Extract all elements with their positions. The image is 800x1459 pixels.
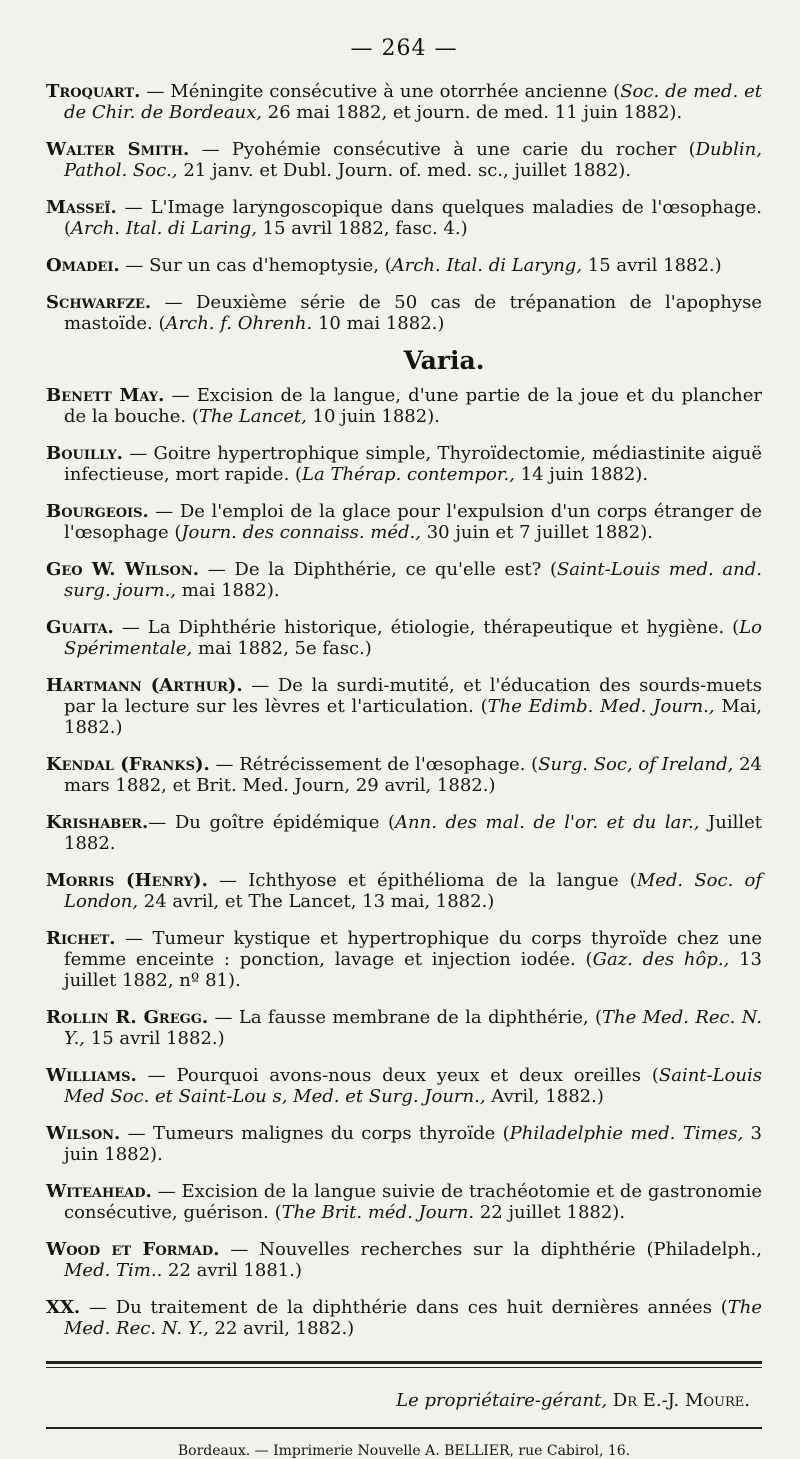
entry-author: Morris (Henry). [46,870,208,891]
bibliography-list [46,81,762,1339]
entry-text: Excision de la langue, d'une partie de la joue et du plancher de la bouche. ( [64,385,762,427]
entry-citation: Arch. Ital. di Laryng, [391,255,583,276]
entry-rest: 22 avril, 1882.) [208,1318,355,1339]
entry-citation: Soc. de med. et de Chir. de Bordeaux, [64,81,762,123]
single-rule [46,1427,762,1429]
entry-separator: — [151,292,196,313]
entry-citation: Arch. f. Ohrenh. [165,313,313,334]
entry-rest: 3 juin 1882). [64,1123,762,1165]
entry-citation: Med. Tim.. [64,1260,163,1281]
entry-author: XX. [46,1297,81,1318]
bibliography-entry [46,1123,762,1165]
entry-rest: 13 juillet 1882, nº 81). [64,949,762,991]
bibliography-entry [46,928,762,991]
entry-citation: La Thérap. contempor., [302,464,515,485]
entry-citation: Med. Soc. of London, [64,870,762,912]
entry-author: Schwarfze. [46,292,152,313]
bibliography-entry [46,675,762,738]
entry-separator: — [189,139,232,160]
bibliography-entry [46,1239,762,1281]
entry-text: Pourquoi avons-nous deux yeux et deux oreilles ( [176,1065,659,1086]
entry-citation: The Brit. méd. Journ. [281,1202,475,1223]
entry-separator: — [209,754,240,775]
entry-citation: The Med. Rec. N. Y., [64,1007,763,1049]
entry-citation: Arch. Ital. di Laring, [71,218,257,239]
entry-text: Goitre hypertrophique simple, Thyroïdectomie, médiastinite aiguë infectieuse, mort rapide. ( [64,443,762,485]
entry-text: Rétrécissement de l'œsophage. ( [239,754,539,775]
entry-text: Tumeurs malignes du corps thyroïde ( [153,1123,510,1144]
bibliography-entry [46,870,762,912]
entry-text: La fausse membrane de la diphthérie, ( [238,1007,603,1028]
entries-list-b [46,385,762,1339]
entry-separator: — [120,1123,154,1144]
entry-text: L'Image laryngoscopique dans quelques maladies de l'œsophage. ( [64,197,762,239]
bibliography-entry [46,1065,762,1107]
entry-text: De la Diphthérie, ce qu'elle est? ( [234,559,557,580]
entry-separator: — [148,812,175,833]
entry-rest: 26 mai 1882, et journ. de med. 11 juin 1882). [262,102,683,123]
entry-text: Ichthyose et épithélioma de la langue ( [248,870,637,891]
entry-rest: 22 juillet 1882). [474,1202,626,1223]
signature-role: Le propriétaire-gérant, [396,1390,608,1411]
bibliography-entry [46,812,762,854]
bibliography-entry [46,1297,762,1339]
entry-author: Witeahead. [46,1181,152,1202]
entry-author: Troquart. [46,81,141,102]
entry-separator: — [199,559,235,580]
entry-separator: — [122,443,154,464]
entries-list-a [46,81,762,334]
entry-citation: Surg. Soc, of Ireland, [538,754,734,775]
entry-rest: Juillet 1882. [64,812,762,854]
signature-name: Dr E.-J. Moure. [607,1390,750,1411]
entry-rest: 10 mai 1882.) [312,313,445,334]
entry-separator: — [140,81,171,102]
entry-separator: — [119,255,150,276]
entry-text: Pyohémie consécutive à une carie du rocher ( [231,139,696,160]
page-number: — 264 — [350,36,458,61]
entry-text: Deuxième série de 50 cas de trépanation de l'apophyse mastoïde. ( [64,292,762,334]
bibliography-entry [46,443,762,485]
entry-rest: 14 juin 1882). [514,464,649,485]
entry-text: De la surdi-mutité, et l'éducation des sourds-muets par la lecture sur les lèvres et l'articulation. ( [64,675,762,717]
entry-citation: The Edimb. Med. Journ., [487,696,715,717]
entry-citation: The Med. Rec. N. Y., [64,1297,762,1339]
entry-citation: Philadelphie med. Times, [509,1123,744,1144]
entry-separator: — [151,1181,182,1202]
entry-author: Wilson. [46,1123,121,1144]
entry-citation: Saint-Louis Med Soc. et Saint-Lou s, Med. et Surg. Journ., [64,1065,762,1107]
entry-author: Williams. [46,1065,137,1086]
entry-author: Richet. [46,928,116,949]
entry-text: Du traitement de la diphthérie dans ces huit dernières années ( [115,1297,728,1318]
entry-rest: 21 janv. et Dubl. Journ. of. med. sc., juillet 1882). [177,160,632,181]
entry-citation: Dublin, Pathol. Soc., [64,139,762,181]
entry-author: Masseï. [46,197,117,218]
entry-author: Wood et Formad. [46,1239,220,1260]
entry-rest: 24 mars 1882, et Brit. Med. Journ, 29 avril, 1882.) [64,754,762,796]
entry-separator: — [164,385,197,406]
bibliography-entry [46,501,762,543]
entry-text: La Diphthérie historique, étiologie, thérapeutique et hygiène. ( [147,617,740,638]
entry-text: Nouvelles recherches sur la diphthérie (Philadelph., [259,1239,762,1260]
entry-text: Tumeur kystique et hypertrophique du corps thyroïde chez une femme enceinte : ponction, lavage et injection iodée. ( [64,928,762,970]
entry-rest: mai 1882, 5e fasc.) [192,638,372,659]
entry-text: De l'emploi de la glace pour l'expulsion d'un corps étranger de l'œsophage ( [64,501,763,543]
entry-author: Geo W. Wilson. [46,559,200,580]
entry-citation: Journ. des connaiss. méd., [181,522,421,543]
entry-rest: 22 avril 1881.) [162,1260,302,1281]
entry-text: Sur un cas d'hemoptysie, ( [149,255,392,276]
bibliography-entry [46,754,762,796]
bibliography-entry [46,81,762,123]
entry-author: Bourgeois. [46,501,149,522]
entry-author: Kendal (Franks). [46,754,210,775]
entry-rest: 15 avril 1882, fasc. 4.) [256,218,468,239]
entry-text: Du goître épidémique ( [174,812,396,833]
entry-author: Krishaber. [46,812,149,833]
section-title: Varia. [403,346,485,375]
double-rule [46,1361,762,1368]
entry-citation: Gaz. des hôp., [592,949,730,970]
entry-text: Méningite consécutive à une otorrhée ancienne ( [170,81,621,102]
entry-separator: — [208,1007,239,1028]
entry-separator: — [207,870,249,891]
bibliography-entry [46,385,762,427]
bibliography-entry [46,292,762,334]
entry-separator: — [219,1239,260,1260]
entry-text: Excision de la langue suivie de trachéotomie et de gastronomie consécutive, guérison. ( [64,1181,762,1223]
entry-citation: Lo Spérimentale, [64,617,762,659]
entry-citation: Saint-Louis med. and. surg. journ., [64,559,762,601]
bibliography-entry [46,255,762,276]
entry-rest: 10 juin 1882). [306,406,440,427]
entry-separator: — [80,1297,116,1318]
entry-author: Benett May. [46,385,165,406]
entry-rest: mai 1882). [176,580,280,601]
entry-rest: Mai, 1882.) [64,696,762,738]
entry-rest: 15 avril 1882.) [85,1028,225,1049]
entry-citation: Ann. des mal. de l'or. et du lar., [395,812,700,833]
entry-separator: — [116,197,151,218]
entry-author: Walter Smith. [46,139,190,160]
bibliography-entry [46,617,762,659]
bibliography-entry [46,1007,762,1049]
entry-author: Omadei. [46,255,120,276]
entry-separator: — [148,501,180,522]
bibliography-entry [46,1181,762,1223]
entry-citation: The Lancet, [198,406,307,427]
entry-author: Bouilly. [46,443,123,464]
entry-separator: — [136,1065,177,1086]
entry-separator: — [115,928,153,949]
entry-author: Guaita. [46,617,114,638]
imprint: Bordeaux. — Imprimerie Nouvelle A. BELLIER, rue Cabirol, 16. [177,1443,631,1459]
bibliography-entry [46,139,762,181]
entry-author: Rollin R. Gregg. [46,1007,209,1028]
entry-rest: Avril, 1882.) [485,1086,604,1107]
entry-rest: 24 avril, et The Lancet, 13 mai, 1882.) [138,891,495,912]
entry-rest: 15 avril 1882.) [582,255,722,276]
bibliography-entry [46,559,762,601]
signature [46,1390,750,1411]
entry-separator: — [242,675,278,696]
bibliography-entry [46,197,762,239]
entry-rest: 30 juin et 7 juillet 1882). [420,522,653,543]
entry-author: Hartmann (Arthur). [46,675,243,696]
entry-separator: — [113,617,148,638]
